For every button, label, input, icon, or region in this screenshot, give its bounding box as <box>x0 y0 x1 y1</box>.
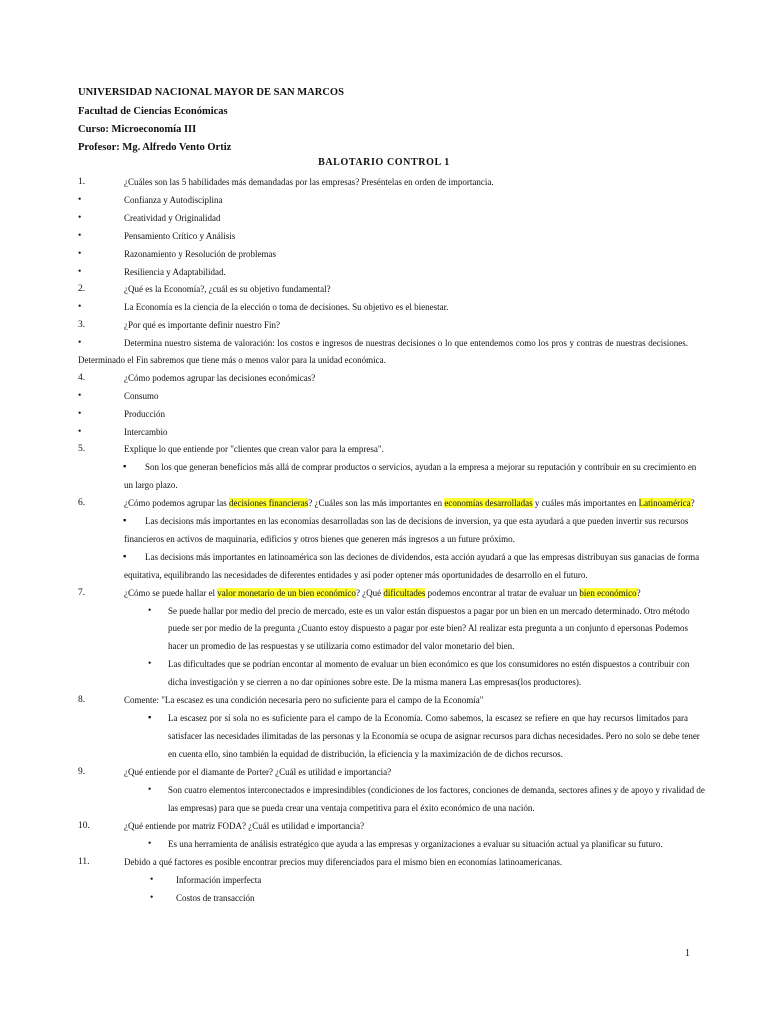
line-text <box>124 195 688 206</box>
text-segment: ¿Por qué es importante definir nuestro Fin? <box>124 320 280 330</box>
text-segment: Intercambio <box>124 427 168 437</box>
text-line <box>0 570 768 588</box>
list-marker: 10. <box>78 821 90 831</box>
text-segment: ? ¿Qué <box>355 588 384 598</box>
list-marker: ▪ <box>148 713 152 723</box>
document-title: BALOTARIO CONTROL 1 <box>318 157 450 168</box>
text-line <box>0 803 768 821</box>
list-marker: • <box>148 606 152 616</box>
list-marker: • <box>78 409 82 419</box>
list-marker: • <box>150 875 154 885</box>
text-line <box>0 821 768 839</box>
list-marker: • <box>148 839 152 849</box>
line-text <box>124 444 688 455</box>
line-text <box>124 498 695 509</box>
line-text <box>168 785 705 796</box>
text-line <box>0 444 768 462</box>
text-segment: financieros en activos de maquinaria, edificios y otros bienes que generen más ingresos a un future próximo. <box>124 534 515 544</box>
highlighted-text: valor monetario de un bien económico <box>217 588 356 598</box>
text-segment: Son los que generan beneficios más allá de comprar productos o servicios, ayudan a la empresa a mejorar su reputación y contribuir en su crecimiento en <box>145 462 697 472</box>
list-marker: 7. <box>78 588 86 598</box>
text-line <box>0 338 768 356</box>
line-text <box>168 839 688 850</box>
text-line <box>0 427 768 445</box>
highlighted-text: dificultades <box>383 588 426 598</box>
list-marker: • <box>78 231 82 241</box>
text-line <box>0 462 768 480</box>
line-text <box>124 213 688 224</box>
page-number: 1 <box>685 948 690 959</box>
text-line <box>0 606 768 624</box>
text-segment: Resiliencia y Adaptabilidad. <box>124 267 226 277</box>
line-text <box>124 427 688 438</box>
professor-name: Profesor: Mg. Alfredo Vento Ortiz <box>78 142 232 153</box>
list-marker: 5. <box>78 444 86 454</box>
text-line <box>0 213 768 231</box>
line-text <box>124 534 688 545</box>
list-marker: • <box>78 267 82 277</box>
line-text <box>124 231 688 242</box>
line-text <box>168 749 688 760</box>
list-marker: • <box>78 249 82 259</box>
list-marker: 2. <box>78 284 86 294</box>
text-segment: La Economía es la ciencia de la elección o toma de decisiones. Su objetivo es el bienestar. <box>124 302 449 312</box>
line-text <box>124 767 688 778</box>
text-line <box>0 480 768 498</box>
text-segment: dicha investigación y se cierren a no dar opiniones sobre este. De la misma manera Las empresas(los productores). <box>168 677 582 687</box>
text-line <box>0 249 768 267</box>
line-text <box>168 623 688 634</box>
list-marker: • <box>78 302 82 312</box>
highlighted-text: bien económico <box>579 588 637 598</box>
text-segment: Son cuatro elementos interconectados e impresindibles (condiciones de los factores, conciones de demanda, sectores afines y de apoyo y rivalidad de <box>168 785 705 795</box>
text-line <box>0 588 768 606</box>
list-marker: ▪ <box>123 516 127 526</box>
text-segment: Las decisions más importantes en las economías desarrolladas son las de decisions de inversion, ya que esta ayudará a que pueden invertir sus recursos <box>145 516 689 526</box>
list-marker: 6. <box>78 498 86 508</box>
text-segment: Razonamiento y Resolución de problemas <box>124 249 276 259</box>
university-name: UNIVERSIDAD NACIONAL MAYOR DE SAN MARCOS <box>78 87 344 98</box>
text-segment: Las decisions más importantes en latinoamérica son las deciones de dividendos, esta acción ayudará a que las empresas distribuyan sus ganacias de forma <box>145 552 700 562</box>
text-segment: Las dificultades que se podrían encontar al momento de evaluar un bien económico es que los consumidores no estén dispuestos a contribuir con <box>168 659 690 669</box>
text-segment: en cuenta ello, sino también la equidad de distribución, la eficiencia y la maximización de de dichos recursos. <box>168 749 563 759</box>
text-segment: satisfacer las necesidades ilimitadas de las personas y la Economía se ocupa de asignar recursos para dichas necesidades. Pero no solo se debe tener <box>168 731 700 741</box>
line-text <box>168 606 688 617</box>
line-text <box>168 659 688 670</box>
text-segment: Determina nuestro sistema de valoración: los costos e ingresos de nuestras decisiones o lo que entendemos como los pros y contras de nuestras decisiones. <box>124 338 688 348</box>
line-text <box>124 857 688 868</box>
text-segment: Debido a qué factores es posible encontrar precios muy diferenciados para el mismo bien en economías latinoamericanas. <box>124 857 563 867</box>
text-segment: Explique lo que entiende por "clientes que crean valor para la empresa". <box>124 444 384 454</box>
text-line <box>0 177 768 195</box>
text-line <box>0 875 768 893</box>
line-text <box>145 552 700 563</box>
text-segment: ? ¿Cuáles son las más importantes en <box>308 498 445 508</box>
text-line <box>0 767 768 785</box>
course-name: Curso: Microeconomía III <box>78 124 197 135</box>
text-line <box>0 839 768 857</box>
text-segment: hacer un promedio de las respuestas y se utilizaría como estimador del valor monetario del bien. <box>168 641 515 651</box>
highlighted-text: Latinoamérica <box>638 498 691 508</box>
text-line <box>0 302 768 320</box>
text-segment: ¿Cómo podemos agrupar las decisiones económicas? <box>124 373 316 383</box>
list-marker: • <box>78 195 82 205</box>
line-text <box>176 893 688 904</box>
text-line <box>0 195 768 213</box>
text-line <box>0 516 768 534</box>
line-text <box>124 373 688 384</box>
text-segment: ¿Qué entiende por el diamante de Porter? ¿Cuál es utilidad e importancia? <box>124 767 392 777</box>
line-text <box>124 177 688 188</box>
text-line <box>0 785 768 803</box>
list-marker: 4. <box>78 373 86 383</box>
text-segment: ? <box>636 588 641 598</box>
list-marker: ▪ <box>123 462 127 472</box>
list-marker: • <box>148 659 152 669</box>
line-text <box>145 462 697 473</box>
text-line <box>0 677 768 695</box>
line-text <box>124 821 688 832</box>
line-text <box>168 713 688 724</box>
text-segment: Costos de transacción <box>176 893 255 903</box>
line-text <box>124 409 688 420</box>
line-text <box>168 731 700 742</box>
line-text <box>78 355 688 366</box>
list-marker: 9. <box>78 767 86 777</box>
text-segment: Es una herramienta de análisis estratégico que ayuda a las empresas y organizaciones a evaluar su situación actual ya planificar su futuro. <box>168 839 663 849</box>
text-segment: puede ser por medio de la pregunta ¿Cuanto estoy dispuesto a pagar por este bien? Al realizar esta pregunta a un conjunto d epersonas Podemos <box>168 623 688 633</box>
text-segment: equitativa, equilibrando las necesidades de diferentes entidades y así poder optener más oportunidades de desarrollo en el futuro. <box>124 570 588 580</box>
text-segment: ¿Cuáles son las 5 habilidades más demandadas por las empresas? Preséntelas en orden de importancia. <box>124 177 494 187</box>
text-segment: La escasez por sí sola no es suficiente para el campo de la Economía. Como sabemos, la escasez se refiere en que hay recursos limitados para <box>168 713 688 723</box>
text-line <box>0 534 768 552</box>
list-marker: 1. <box>78 177 86 187</box>
text-line <box>0 498 768 516</box>
text-line <box>0 857 768 875</box>
text-line <box>0 641 768 659</box>
text-line <box>0 893 768 911</box>
text-segment: las empresas) para que se pueda crear una ventaja competitiva para el éxito económico de una nación. <box>168 803 535 813</box>
text-line <box>0 409 768 427</box>
line-text <box>124 302 688 313</box>
text-segment: Consumo <box>124 391 159 401</box>
text-segment: ¿Cómo se puede hallar el <box>124 588 218 598</box>
text-segment: ? <box>690 498 695 508</box>
list-marker: 11. <box>78 857 90 867</box>
text-line <box>0 391 768 409</box>
text-segment: y cuáles más importantes en <box>532 498 639 508</box>
text-segment: Comente: "La escasez es una condición necesaria pero no suficiente para el campo de la Economía" <box>124 695 484 705</box>
list-marker: • <box>78 391 82 401</box>
list-marker: • <box>148 785 152 795</box>
text-segment: Determinado el Fin sabremos que tiene más o menos valor para la unidad económica. <box>78 355 386 365</box>
text-line <box>0 695 768 713</box>
text-line <box>0 749 768 767</box>
line-text <box>124 480 688 491</box>
line-text <box>124 588 688 599</box>
highlighted-text: decisiones financieras <box>228 498 309 508</box>
text-segment: Producción <box>124 409 165 419</box>
line-text <box>124 267 688 278</box>
text-line <box>0 231 768 249</box>
line-text <box>124 338 688 349</box>
line-text <box>124 695 688 706</box>
line-text <box>145 516 688 527</box>
line-text <box>124 570 688 581</box>
text-segment: ¿Qué entiende por matriz FODA? ¿Cuál es utilidad e importancia? <box>124 821 365 831</box>
list-marker: • <box>78 427 82 437</box>
line-text <box>124 320 688 331</box>
text-line <box>0 373 768 391</box>
text-line <box>0 355 768 373</box>
line-text <box>124 284 688 295</box>
text-line <box>0 731 768 749</box>
text-segment: Confianza y Autodisciplina <box>124 195 223 205</box>
line-text <box>168 677 688 688</box>
text-segment: ¿Qué es la Economía?, ¿cuál es su objetivo fundamental? <box>124 284 331 294</box>
line-text <box>168 803 688 814</box>
text-line <box>0 552 768 570</box>
highlighted-text: economías desarrolladas <box>444 498 533 508</box>
text-segment: un largo plazo. <box>124 480 178 490</box>
text-segment: Información imperfecta <box>176 875 262 885</box>
list-marker: 3. <box>78 320 86 330</box>
line-text <box>124 249 688 260</box>
text-segment: Se puede hallar por medio del precio de mercado, este es un valor están dispuestos a pagar por un bien en un mercado determinado. Otro método <box>168 606 690 616</box>
line-text <box>124 391 688 402</box>
list-marker: • <box>78 338 82 348</box>
text-segment: podemos encontrar al tratar de evaluar un <box>425 588 580 598</box>
text-line <box>0 623 768 641</box>
text-segment: ¿Cómo podemos agrupar las <box>124 498 229 508</box>
text-line <box>0 659 768 677</box>
text-segment: Pensamiento Crítico y Análisis <box>124 231 236 241</box>
line-text <box>176 875 688 886</box>
list-marker: • <box>150 893 154 903</box>
faculty-name: Facultad de Ciencias Económicas <box>78 106 228 117</box>
list-marker: • <box>78 213 82 223</box>
line-text <box>168 641 688 652</box>
text-line <box>0 320 768 338</box>
text-line <box>0 284 768 302</box>
list-marker: 8. <box>78 695 86 705</box>
list-marker: ▪ <box>123 552 127 562</box>
text-line <box>0 267 768 285</box>
text-line <box>0 713 768 731</box>
text-segment: Creatividad y Originalidad <box>124 213 221 223</box>
